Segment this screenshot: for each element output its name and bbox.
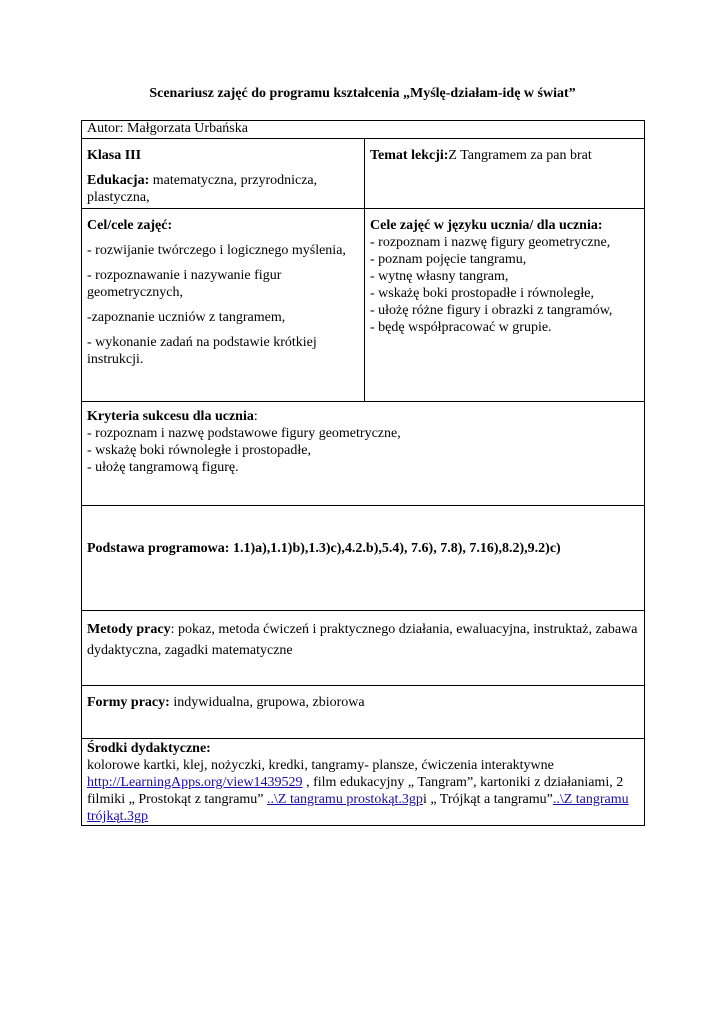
teaching-aids-text bbox=[87, 757, 639, 825]
forms-cell bbox=[82, 686, 645, 739]
student-goal-item: - ułożę różne figury i obrazki z tangramów, bbox=[370, 303, 613, 318]
education-text bbox=[87, 172, 359, 206]
author-cell bbox=[82, 121, 645, 139]
goal-item: -zapoznanie uczniów z tangramem, bbox=[87, 310, 286, 325]
aids-text-1: kolorowe kartki, klej, nożyczki, kredki, tangramy- plansze, ćwiczenia interaktywne bbox=[87, 758, 554, 773]
student-goal-item: - rozpoznam i nazwę figury geometryczne, bbox=[370, 235, 611, 250]
goal-item: - wykonanie zadań na podstawie krótkiej instrukcji. bbox=[87, 335, 317, 367]
student-goals-label: Cele zajęć w języku ucznia/ dla ucznia: bbox=[370, 218, 603, 233]
teaching-aids-label: Środki dydaktyczne: bbox=[87, 741, 211, 756]
forms-label: Formy pracy: bbox=[87, 695, 170, 710]
student-goals-cell bbox=[365, 209, 645, 402]
student-goal-item: - wskażę boki prostopadłe i równoległe, bbox=[370, 286, 594, 301]
curriculum-cell bbox=[82, 506, 645, 611]
success-criteria-cell bbox=[82, 402, 645, 506]
criteria-item: - rozpoznam i nazwę podstawowe figury geometryczne, bbox=[87, 426, 401, 441]
student-goal-item: - poznam pojęcie tangramu, bbox=[370, 252, 527, 267]
student-goal-item: - wytnę własny tangram, bbox=[370, 269, 509, 284]
success-criteria-colon: : bbox=[253, 409, 258, 424]
teaching-aids-cell bbox=[82, 739, 645, 826]
aids-text-3: i „ Trójkąt a tangramu” bbox=[422, 792, 553, 807]
curriculum-basis: Podstawa programowa: 1.1)a),1.1)b),1.3)c),4.2.b),5.4), 7.6), 7.8), 7.16),8.2),9.2)c) bbox=[87, 541, 561, 556]
criteria-item: - ułożę tangramową figurę. bbox=[87, 460, 239, 475]
class-label: Klasa III bbox=[87, 148, 142, 163]
education-label: Edukacja: bbox=[87, 173, 150, 188]
aids-text-2: , film edukacyjny „ Tangram”, kartoniki z działaniami, 2 filmiki „ Prostokąt z tangramu” bbox=[87, 775, 624, 807]
forms-value: indywidualna, grupowa, zbiorowa bbox=[169, 695, 365, 710]
methods-value: : pokaz, metoda ćwiczeń i praktycznego działania, ewaluacyjna, instruktaż, zabawa dydaktyczna, zagadki matematyczne bbox=[87, 622, 638, 658]
criteria-item: - wskażę boki równoległe i prostopadłe, bbox=[87, 443, 311, 458]
class-cell bbox=[82, 139, 365, 209]
document-title: Scenariusz zajęć do programu kształcenia „Myślę-działam-idę w świat” bbox=[149, 86, 576, 101]
student-goal-item: - będę współpracować w grupie. bbox=[370, 320, 552, 335]
goals-label: Cel/cele zajęć: bbox=[87, 218, 173, 233]
methods-cell bbox=[82, 611, 645, 686]
goal-item: - rozwijanie twórczego i logicznego myślenia, bbox=[87, 243, 346, 258]
success-criteria-heading bbox=[87, 408, 639, 425]
video-rectangle-link[interactable]: ..\Z tangramu prostokąt.3gp bbox=[267, 792, 423, 807]
success-criteria-label: Kryteria sukcesu dla ucznia bbox=[87, 409, 254, 424]
author: Autor: Małgorzata Urbańska bbox=[87, 121, 248, 136]
methods-label: Metody pracy bbox=[87, 622, 171, 637]
video-triangle-link[interactable]: ..\Z tangramu trójkąt.3gp bbox=[87, 792, 629, 824]
topic-value: Z Tangramem za pan brat bbox=[448, 148, 592, 163]
learningapps-link[interactable]: http://LearningApps.org/view1439529 bbox=[87, 775, 303, 790]
topic-label: Temat lekcji: bbox=[370, 148, 449, 163]
goals-cell bbox=[82, 209, 365, 402]
education-value: matematyczna, przyrodnicza, plastyczna, bbox=[87, 173, 318, 205]
lesson-plan-table bbox=[81, 120, 645, 826]
goal-item: - rozpoznawanie i nazywanie figur geometrycznych, bbox=[87, 268, 282, 300]
topic-cell bbox=[365, 139, 645, 209]
